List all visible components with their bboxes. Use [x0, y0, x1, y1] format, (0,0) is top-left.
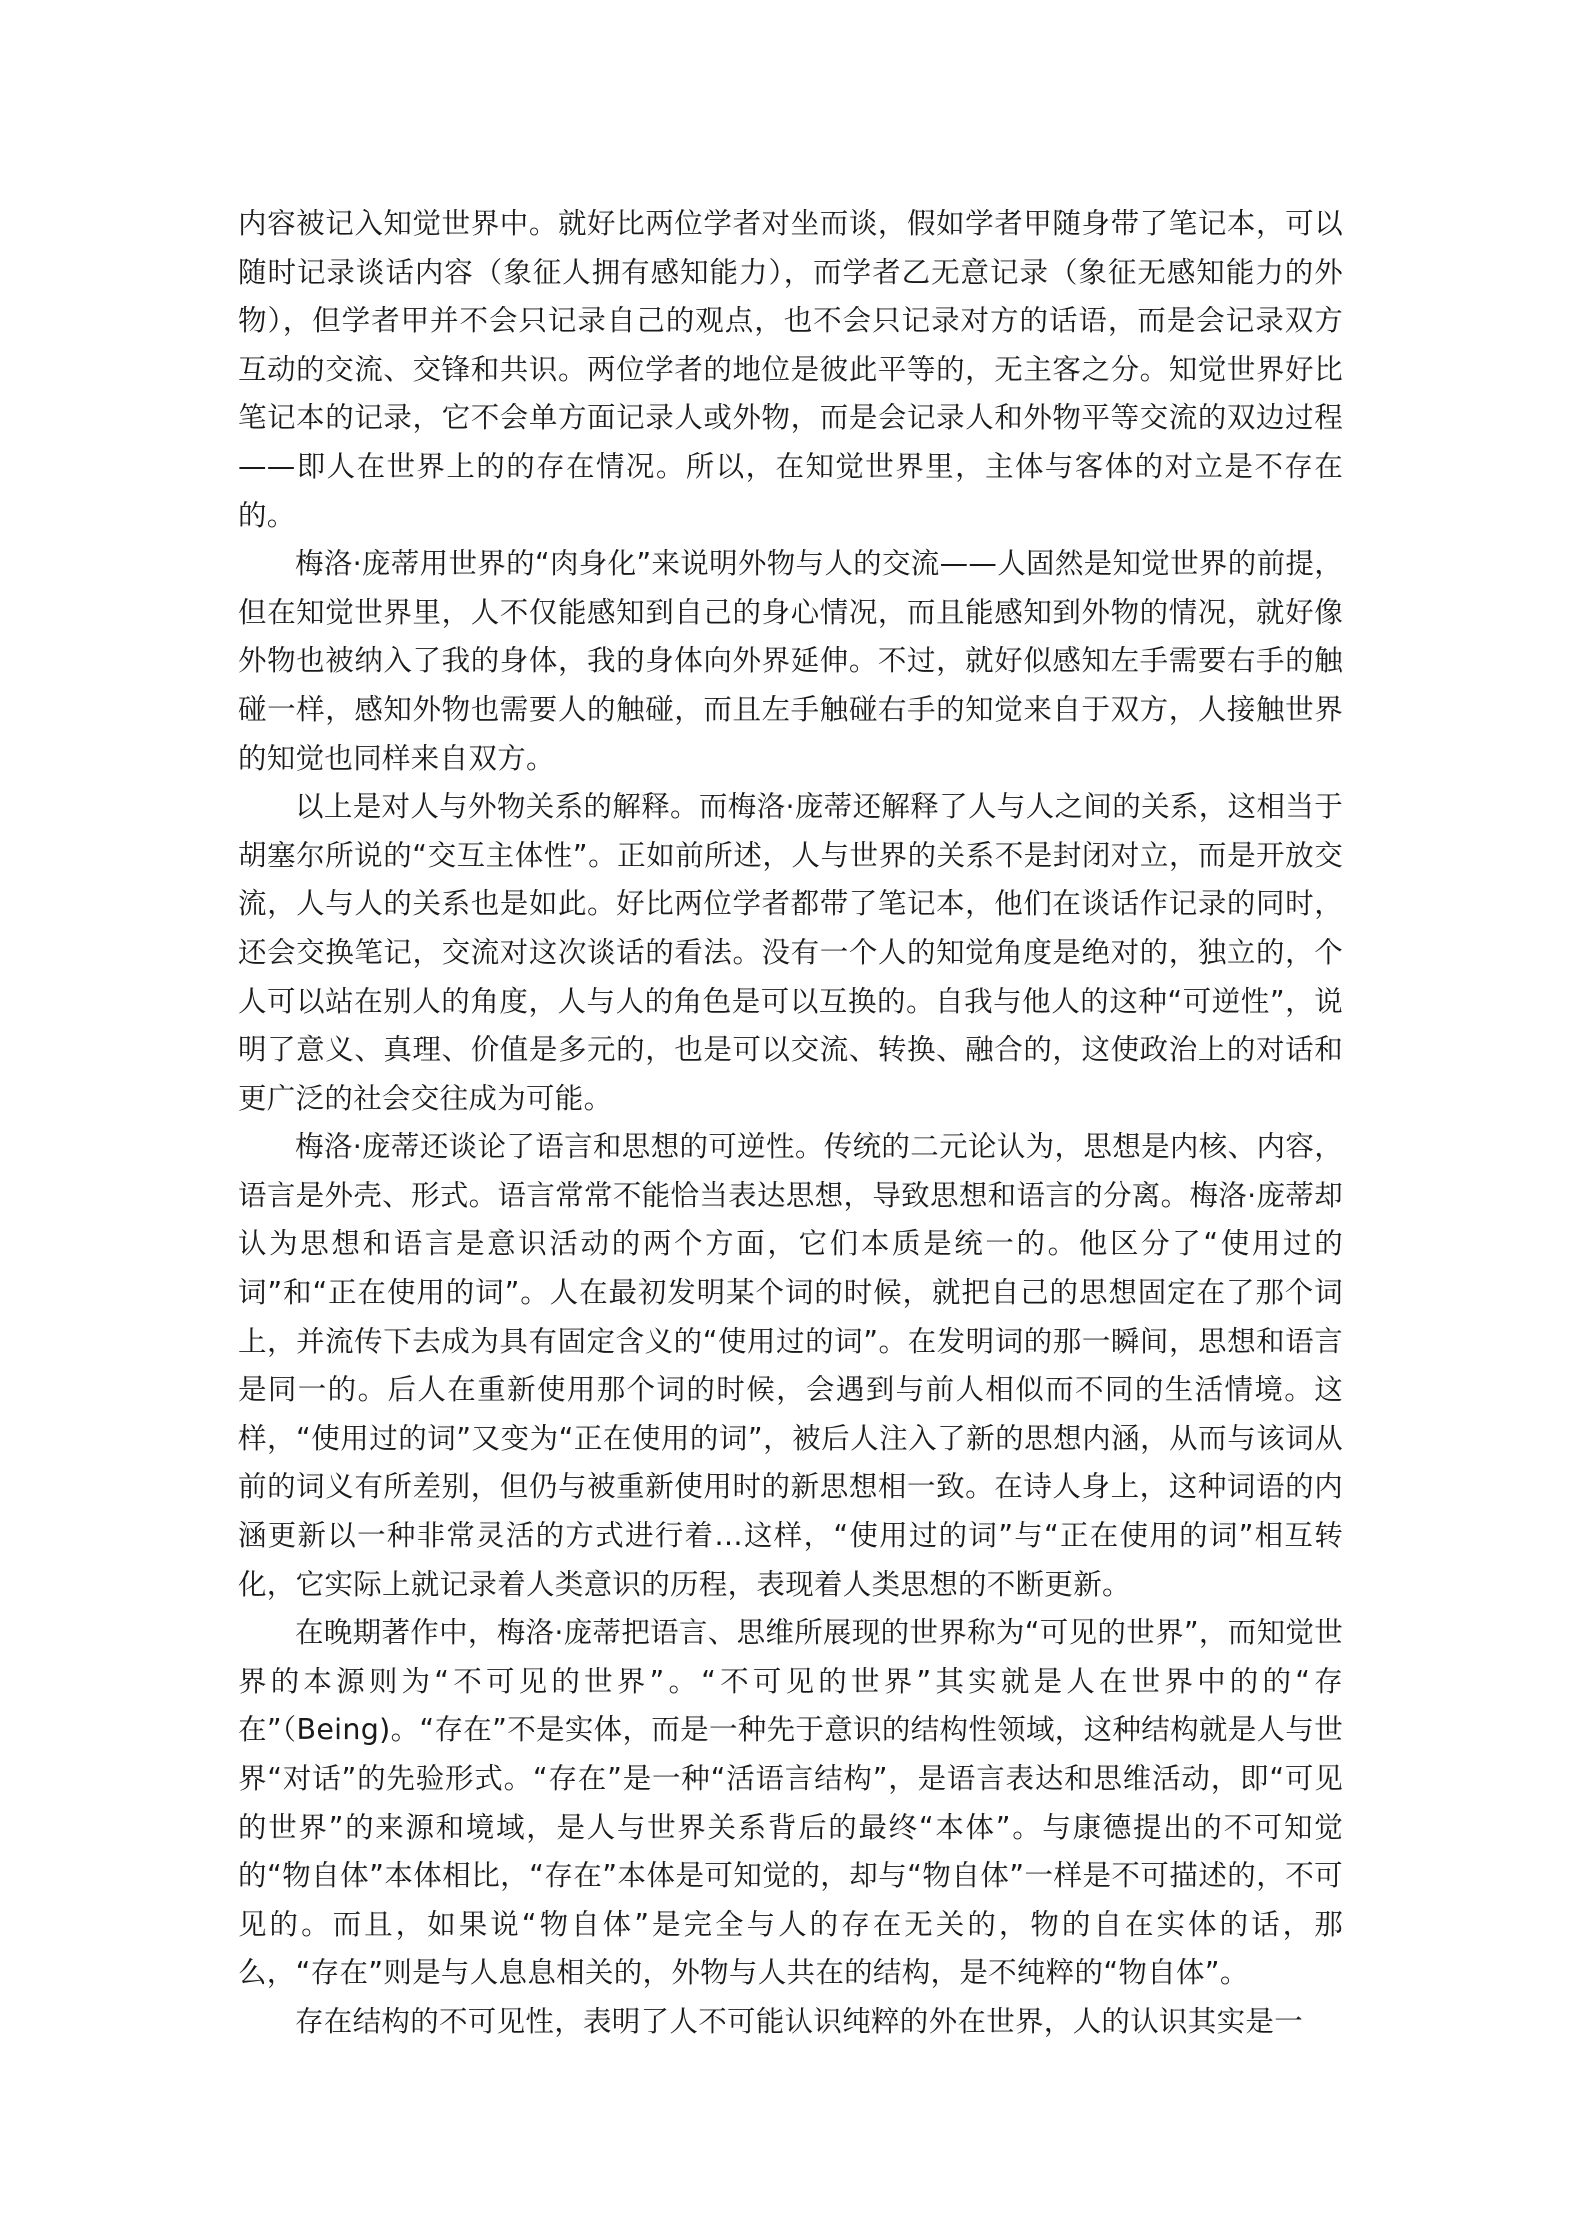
paragraph-2: 梅洛·庞蒂用世界的“肉身化”来说明外物与人的交流——人固然是知觉世界的前提，但在知觉世界里，人不仅能感知到自己的身心情况，而且能感知到外物的情况，就好像外物也被纳入了我的身体，我的身体向外界延伸。不过，就好似感知左手需要右手的触碰一样，感知外物也需要人的触碰，而且左手触碰右手的知觉来自于双方，人接触世界的知觉也同样来自双方。 [238, 547, 1343, 775]
paragraph-5: 在晚期著作中，梅洛·庞蒂把语言、思维所展现的世界称为“可见的世界”，而知觉世界的本源则为“不可见的世界”。“不可见的世界”其实就是人在世界中的的“存在”（Being)。“存在”不是实体，而是一种先于意识的结构性领域，这种结构就是人与世界“对话”的先验形式。“存在”是一种“活语言结构”，是语言表达和思维活动，即“可见的世界”的来源和境域，是人与世界关系背后的最终“本体”。与康德提出的不可知觉的“物自体”本体相比，“存在”本体是可知觉的，却与“物自体”一样是不可描述的，不可见的。而且，如果说“物自体”是完全与人的存在无关的，物的自在实体的话，那么，“存在”则是与人息息相关的，外物与人共在的结构，是不纯粹的“物自体”。 [238, 1616, 1344, 1990]
paragraph-4: 梅洛·庞蒂还谈论了语言和思想的可逆性。传统的二元论认为，思想是内核、内容，语言是外壳、形式。语言常常不能恰当表达思想，导致思想和语言的分离。梅洛·庞蒂却认为思想和语言是意识活动的两个方面，它们本质是统一的。他区分了“使用过的词”和“正在使用的词”。人在最初发明某个词的时候，就把自己的思想固定在了那个词上，并流传下去成为具有固定含义的“使用过的词”。在发明词的那一瞬间，思想和语言是同一的。后人在重新使用那个词的时候，会遇到与前人相似而不同的生活情境。这样，“使用过的词”又变为“正在使用的词”，被后人注入了新的思想内涵，从而与该词从前的词义有所差别，但仍与被重新使用时的新思想相一致。在诗人身上，这种词语的内涵更新以一种非常灵活的方式进行着…这样，“使用过的词”与“正在使用的词”相互转化，它实际上就记录着人类意识的历程，表现着人类思想的不断更新。 [238, 1130, 1343, 1601]
paragraph-3: 以上是对人与外物关系的解释。而梅洛·庞蒂还解释了人与人之间的关系，这相当于胡塞尔所说的“交互主体性”。正如前所述，人与世界的关系不是封闭对立，而是开放交流，人与人的关系也是如此。好比两位学者都带了笔记本，他们在谈话作记录的同时，还会交换笔记，交流对这次谈话的看法。没有一个人的知觉角度是绝对的，独立的，个人可以站在别人的角度，人与人的角色是可以互换的。自我与他人的这种“可逆性”，说明了意义、真理、价值是多元的，也是可以交流、转换、融合的，这使政治上的对话和更广泛的社会交往成为可能。 [238, 790, 1343, 1115]
document-body [238, 200, 1343, 2047]
paragraph-6: 存在结构的不可见性，表明了人不可能认识纯粹的外在世界，人的认识其实是一 [295, 2004, 1304, 2038]
paragraph-1: 内容被记入知觉世界中。就好比两位学者对坐而谈，假如学者甲随身带了笔记本，可以随时记录谈话内容（象征人拥有感知能力），而学者乙无意记录（象征无感知能力的外物），但学者甲并不会只记录自己的观点，也不会只记录对方的话语，而是会记录双方互动的交流、交锋和共识。两位学者的地位是彼此平等的，无主客之分。知觉世界好比笔记本的记录，它不会单方面记录人或外物，而是会记录人和外物平等交流的双边过程——即人在世界上的的存在情况。所以，在知觉世界里，主体与客体的对立是不存在的。 [238, 207, 1343, 532]
